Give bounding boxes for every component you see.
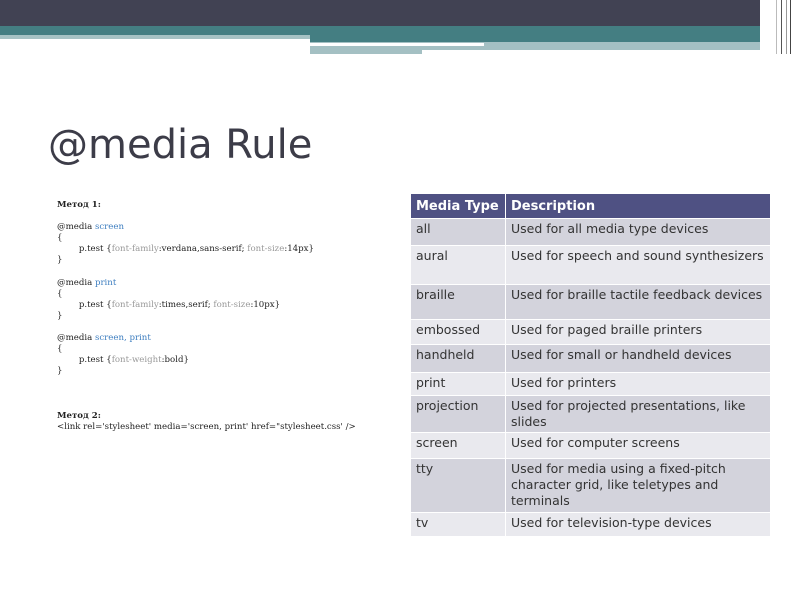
table-row (411, 513, 771, 537)
table-row (411, 246, 771, 285)
table-row (411, 433, 771, 459)
table-row (411, 219, 771, 246)
method2-heading: Метод 2: (57, 410, 101, 421)
link-code: <link rel='stylesheet' media='screen, print' href="stylesheet.css' /> (57, 421, 356, 432)
table-row (411, 285, 771, 320)
header-description: Description (506, 194, 771, 219)
table-row (411, 373, 771, 396)
description-cell: Used for media using a fixed-pitch character grid, like teletypes and terminals (506, 459, 771, 513)
table-row (411, 396, 771, 433)
table-row (411, 345, 771, 373)
description-cell: Used for speech and sound synthesizers (506, 246, 771, 285)
media-type-cell: handheld (411, 345, 506, 373)
media-type-cell: print (411, 373, 506, 396)
description-cell: Used for paged braille printers (506, 320, 771, 345)
table-row (411, 320, 771, 345)
header-media-type: Media Type (411, 194, 506, 219)
media-type-cell: embossed (411, 320, 506, 345)
description-cell: Used for television-type devices (506, 513, 771, 537)
media-type-cell: screen (411, 433, 506, 459)
media-type-cell: braille (411, 285, 506, 320)
media-type-cell: all (411, 219, 506, 246)
description-cell: Used for all media type devices (506, 219, 771, 246)
description-cell: Used for printers (506, 373, 771, 396)
description-cell: Used for computer screens (506, 433, 771, 459)
media-types-table (410, 193, 771, 537)
method1-heading: Метод 1: (57, 200, 101, 210)
media-type-cell: projection (411, 396, 506, 433)
media-type-cell: aural (411, 246, 506, 285)
slide-title: @media Rule (48, 122, 313, 168)
description-cell: Used for projected presentations, like slides (506, 396, 771, 433)
media-type-cell: tty (411, 459, 506, 513)
media-type-cell: tv (411, 513, 506, 537)
description-cell: Used for small or handheld devices (506, 345, 771, 373)
table-row (411, 459, 771, 513)
description-cell: Used for braille tactile feedback devices (506, 285, 771, 320)
code-sample: Метод 1: @media screen { p.test {font-family:verdana,sans-serif; font-size:14px} } @media print { p.test {font-family:times,serif; font-size:10px} } @media screen, print { p.test {font-weight:bold} } Метод 2: <link rel='stylesheet' media='screen, print' href="stylesheet.css' /> (57, 200, 356, 432)
